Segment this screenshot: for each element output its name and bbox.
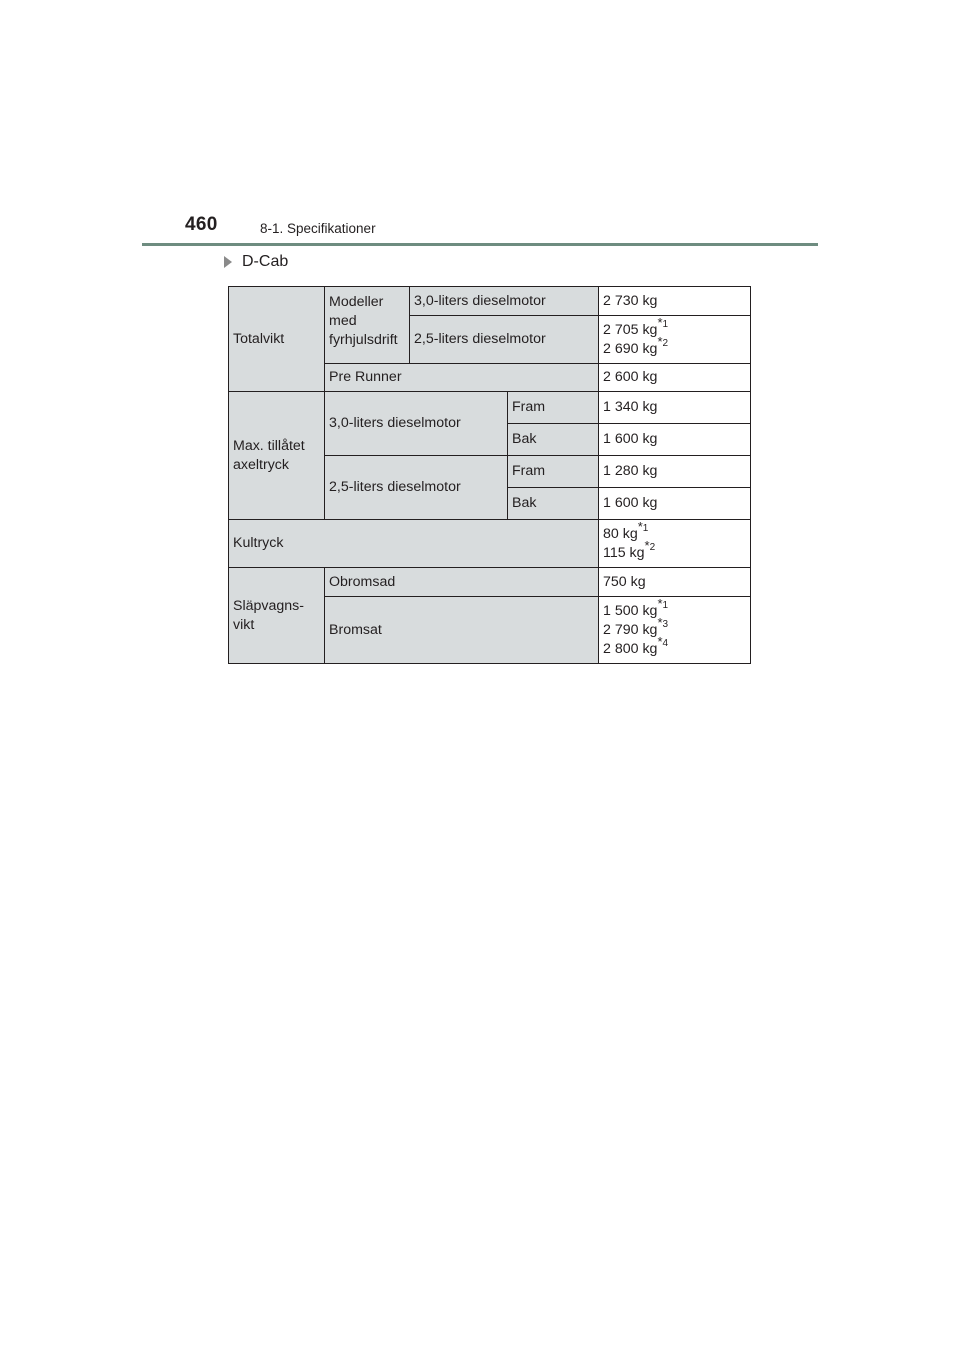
table-row [229, 392, 751, 424]
engine-30-value: 2 730 kg [599, 287, 751, 316]
kultryck-values [599, 520, 751, 568]
value-line: 1 500 $kg^{*1}$ [603, 595, 669, 619]
axle-25-rear-label: Bak [508, 488, 599, 520]
axeltryck-label: Max. tillåtet axeltryck [229, 392, 325, 520]
table-row [229, 520, 751, 568]
braked-label: Bromsat [325, 597, 599, 664]
axle-25-front-label: Fram [508, 456, 599, 488]
axle-25-front-value: 1 280 kg [599, 456, 751, 488]
table-row [229, 287, 751, 316]
triangle-bullet-icon [224, 256, 232, 268]
axle-30-front-label: Fram [508, 392, 599, 424]
slapvagn-label: Släpvagns- vikt [229, 568, 325, 664]
asterisk-icon: * [657, 314, 663, 330]
engine-30-label: 3,0-liters dieselmotor [410, 287, 599, 316]
value-line: 2 790 $kg^{*3}$ [603, 614, 669, 638]
subheading-label: D-Cab [242, 253, 289, 270]
unbraked-label: Obromsad [325, 568, 599, 597]
page-number: 460 [185, 214, 218, 235]
engine-25-values [599, 316, 751, 364]
header-rule [142, 243, 818, 246]
axle-30-rear-value: 1 600 kg [599, 424, 751, 456]
value-line: 2 705 $kg^{*1}$ [603, 314, 669, 338]
fourwd-label: Modeller med fyrhjulsdrift [325, 287, 410, 364]
axle-30-rear-label: Bak [508, 424, 599, 456]
braked-values [599, 597, 751, 664]
value-line: 2 690 $kg^{*2}$ [603, 333, 669, 357]
section-title: 8-1. Specifikationer [260, 221, 376, 236]
totalvikt-label: Totalvikt [229, 287, 325, 392]
axle-engine-30-label: 3,0-liters dieselmotor [325, 392, 508, 456]
subheading [224, 253, 288, 271]
axle-25-rear-value: 1 600 kg [599, 488, 751, 520]
spec-table [228, 286, 751, 664]
engine-25-label: 2,5-liters dieselmotor [410, 316, 599, 364]
axle-engine-25-label: 2,5-liters dieselmotor [325, 456, 508, 520]
table-row [229, 568, 751, 597]
asterisk-icon: * [657, 595, 663, 611]
value-line: 115 $kg^{*2}$ [603, 537, 656, 561]
asterisk-icon: * [644, 537, 650, 553]
prerunner-value: 2 600 kg [599, 364, 751, 392]
kultryck-label: Kultryck [229, 520, 599, 568]
asterisk-icon: * [657, 614, 663, 630]
value-line: 2 800 $kg^{*4}$ [603, 633, 669, 657]
asterisk-icon: * [637, 518, 643, 534]
axle-30-front-value: 1 340 kg [599, 392, 751, 424]
prerunner-label: Pre Runner [325, 364, 599, 392]
asterisk-icon: * [657, 633, 663, 649]
value-line: 80 $kg^{*1}$ [603, 518, 649, 542]
asterisk-icon: * [657, 333, 663, 349]
unbraked-value: 750 kg [599, 568, 751, 597]
